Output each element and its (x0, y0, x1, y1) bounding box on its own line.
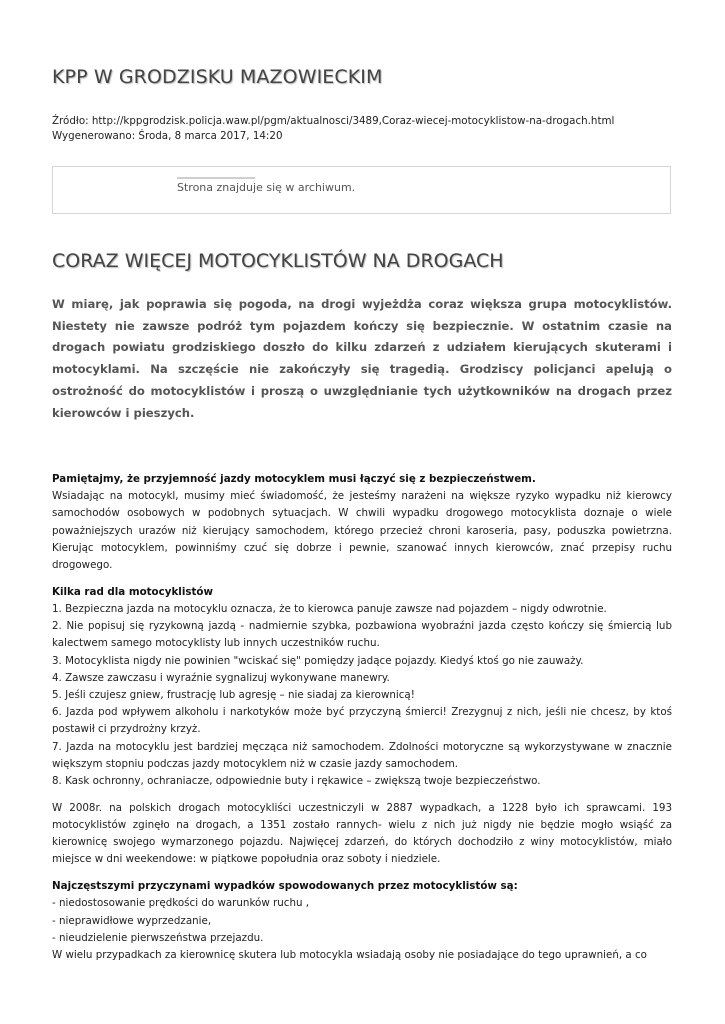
tip-item: 7. Jazda na motocyklu jest bardziej męcząca niż samochodem. Zdolności motoryczne są wykorzystywane w znacznie większym stopniu podczas jazdy motocyklem niż w czasie jazdy samochodem. (52, 740, 672, 770)
tip-item: 2. Nie popisuj się ryzykowną jazdą - nadmiernie szybka, pozbawiona wyobraźni jazda często kończy się śmiercią lub kalectwem samego motocyklisty lub innych uczestników ruchu. (52, 620, 672, 650)
generated-date: Wygenerowano: Środa, 8 marca 2017, 14:20 (52, 130, 283, 142)
source-url: Źródło: http://kppgrodzisk.policja.waw.pl/pgm/aktualnosci/3489,Coraz-wiecej-motocyklistow-na-drogach.html (52, 115, 615, 127)
tip-item: 1. Bezpieczna jazda na motocyklu oznacza, że to kierowca panuje zawsze nad pojazdem – nigdy odwrotnie. (52, 603, 607, 616)
archive-divider (177, 177, 255, 179)
archive-notice-box (52, 166, 671, 214)
tip-item: 5. Jeśli czujesz gniew, frustrację lub agresję – nie siadaj za kierownicą! (52, 689, 415, 702)
cause-item: - niedostosowanie prędkości do warunków ruchu , (52, 897, 310, 910)
causes-heading: Najczęstszymi przyczynami wypadków spowodowanych przez motocyklistów są: (52, 880, 518, 893)
cause-item: - nieprawidłowe wyprzedzanie, (52, 914, 212, 927)
article-body (52, 471, 672, 974)
safety-section (52, 471, 672, 574)
archive-notice: Strona znajduje się w archiwum. (177, 181, 356, 194)
causes-tail: W wielu przypadkach za kierownicę skutera lub motocykla wsiadają osoby nie posiadające do tego uprawnień, a co (52, 949, 647, 962)
tips-section (52, 584, 672, 790)
causes-section (52, 878, 672, 964)
safety-heading: Pamiętajmy, że przyjemność jazdy motocyklem musi łączyć się z bezpieczeństwem. (52, 473, 536, 485)
article-title: CORAZ WIĘCEJ MOTOCYKLISTÓW NA DROGACH (52, 250, 504, 272)
tip-item: 8. Kask ochronny, ochraniacze, odpowiednie buty i rękawice – zwiększą twoje bezpieczeństwo. (52, 775, 541, 788)
tip-item: 6. Jazda pod wpływem alkoholu i narkotyków może być przyczyną śmierci! Zrezygnuj z nich, jeśli nie chcesz, by ktoś postawił ci przydrożny krzyż. (52, 706, 672, 736)
article-lead: W miarę, jak poprawia się pogoda, na drogi wyjeżdża coraz większa grupa motocyklistów. Niestety nie zawsze podróż tym pojazdem kończy się bezpiecznie. W ostatnim czasie na drogach powiatu grodziskiego doszło do kilku zdarzeń z udziałem kierujących skuterami i motocyklami. Na szczęście nie zakończyły się tragedią. Grodziscy policjanci apelują o ostrożność do motocyklistów i proszą o uwzględnianie tych użytkowników na drogach przez kierowców i pieszych. (52, 297, 672, 420)
cause-item: - nieudzielenie pierwszeństwa przejazdu. (52, 931, 264, 944)
site-title: KPP W GRODZISKU MAZOWIECKIM (52, 66, 383, 88)
stats-paragraph: W 2008r. na polskich drogach motocykliści uczestniczyli w 2887 wypadkach, a 1228 było ich sprawcami. 193 motocyklistów zginęło na drogach, a 1351 zostało rannych- wielu z nich już nigdy nie będzie mogło wsiąść za kierownicę swojego wymarzonego pojazdu. Najwięcej zdarzeń, do których dochodziło z winy motocyklistów, miało miejsce w dni weekendowe: w piątkowe popołudnia oraz soboty i niedziele. (52, 801, 672, 866)
safety-text: Wsiadając na motocykl, musimy mieć świadomość, że jesteśmy narażeni na większe ryzyko wypadku niż kierowcy samochodów osobowych w podobnych sytuacjach. W chwili wypadku drogowego motocyklista doznaje o wiele poważniejszych urazów niż kierujący samochodem, którego przecież chroni karoseria, pasy, poduszka powietrzna. Kierując motocyklem, powinniśmy czuć się dobrze i pewnie, szanować innych kierowców, znać przepisy ruchu drogowego. (52, 490, 672, 572)
tips-heading: Kilka rad dla motocyklistów (52, 585, 213, 598)
tip-item: 4. Zawsze zawczasu i wyraźnie sygnalizuj wykonywane manewry. (52, 671, 390, 684)
document-meta (52, 114, 614, 144)
tip-item: 3. Motocyklista nigdy nie powinien "wciskać się" pomiędzy jadące pojazdy. Kiedyś ktoś go nie zauważy. (52, 654, 584, 667)
